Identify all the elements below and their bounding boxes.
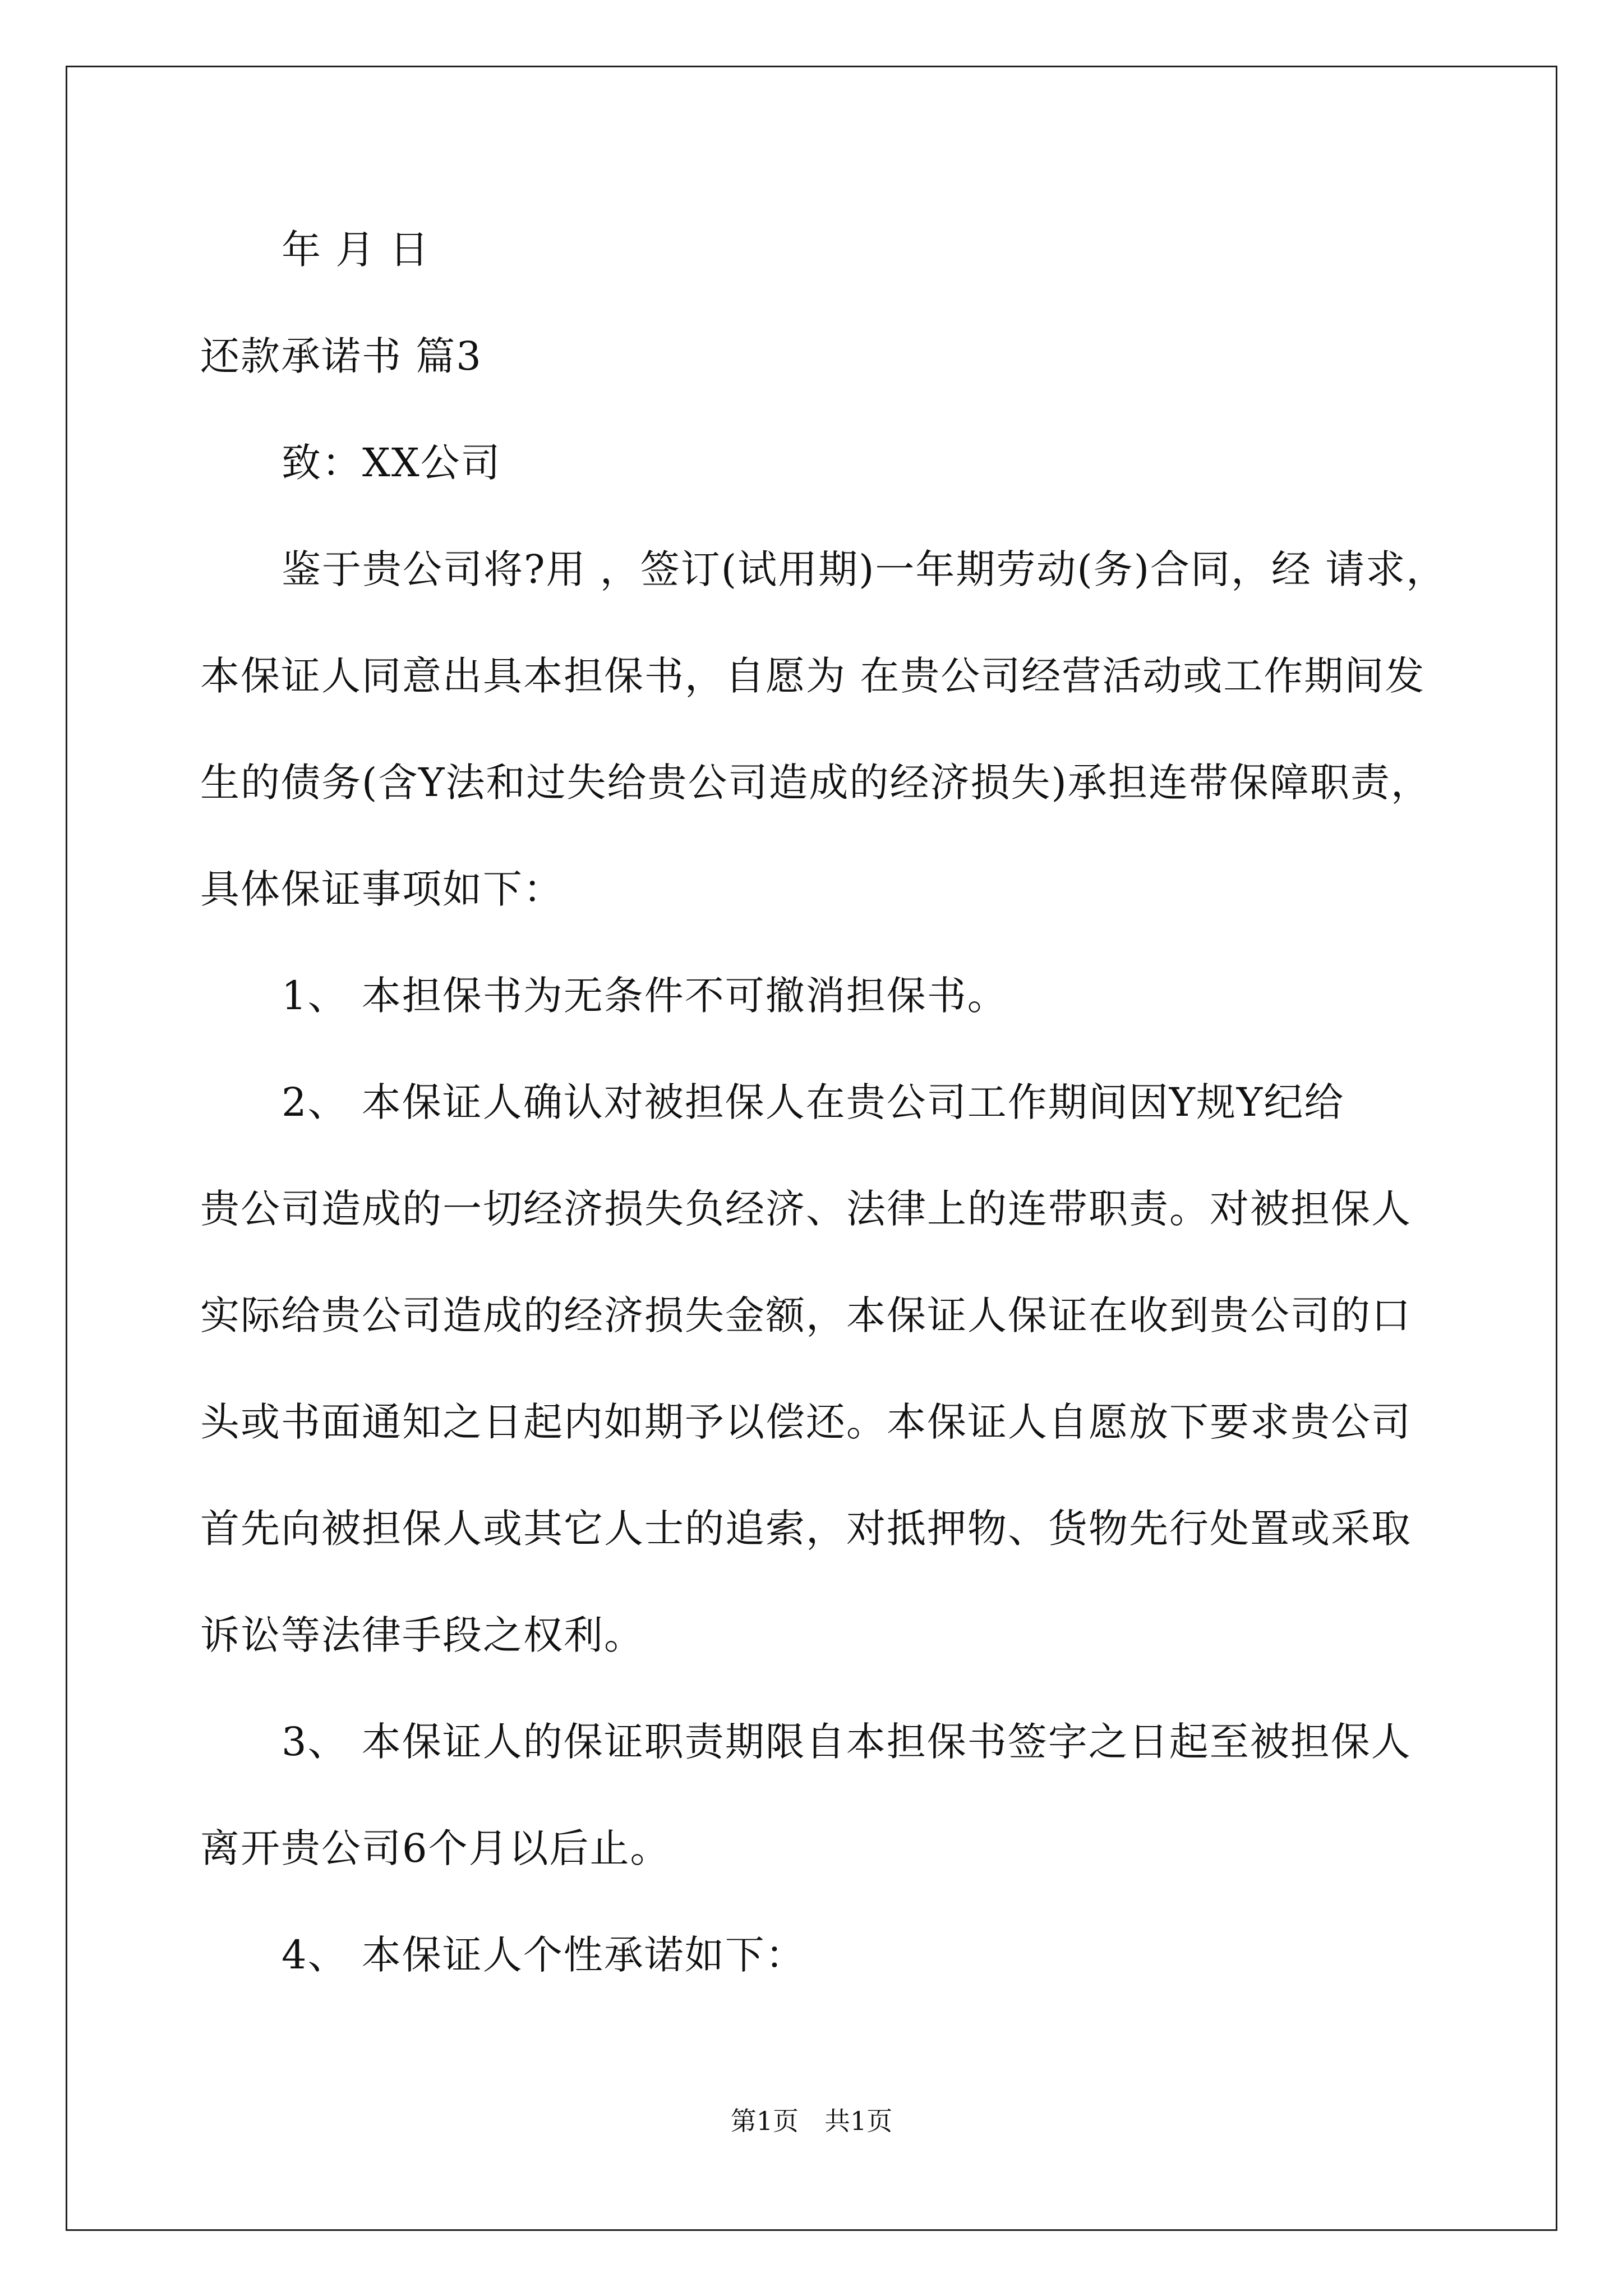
paragraph-line: 生的债务(含Y法和过失给贵公司造成的经济损失)承担连带保障职责， (200, 760, 1431, 806)
paragraph-line: 具体保证事项如下： (200, 866, 564, 912)
date-line: 年 月 日 (282, 227, 430, 273)
clause-3: 3、 本保证人的保证职责期限自本担保书签字之日起至被担保人 (282, 1719, 1412, 1765)
paragraph-line: 离开贵公司6个月以后止。 (200, 1825, 671, 1871)
paragraph-line: 实际给贵公司造成的经济损失金额，本保证人保证在收到贵公司的口 (200, 1292, 1412, 1338)
paragraph-line: 头或书面通知之日起内如期予以偿还。本保证人自愿放下要求贵公司 (200, 1399, 1412, 1445)
page-border (66, 66, 1557, 2231)
page-number-footer: 第1页 共1页 (730, 2106, 893, 2136)
paragraph-line: 鉴于贵公司将?用 ，签订(试用期)一年期劳动(务)合同，经 请求， (282, 546, 1447, 592)
clause-4: 4、 本保证人个性承诺如下： (282, 1932, 806, 1978)
clause-1: 1、 本担保书为无条件不可撤消担保书。 (282, 973, 1008, 1019)
paragraph-line: 本保证人同意出具本担保书，自愿为 在贵公司经营活动或工作期间发 (200, 653, 1426, 699)
section-heading: 还款承诺书 篇3 (200, 333, 482, 379)
addressee-line: 致：XX公司 (282, 440, 501, 486)
clause-2: 2、 本保证人确认对被担保人在贵公司工作期间因Y规Y纪给 (282, 1079, 1345, 1125)
paragraph-line: 诉讼等法律手段之权利。 (200, 1612, 644, 1658)
paragraph-line: 贵公司造成的一切经济损失负经济、法律上的连带职责。对被担保人 (200, 1186, 1412, 1232)
paragraph-line: 首先向被担保人或其它人士的追索，对抵押物、货物先行处置或采取 (200, 1506, 1412, 1552)
